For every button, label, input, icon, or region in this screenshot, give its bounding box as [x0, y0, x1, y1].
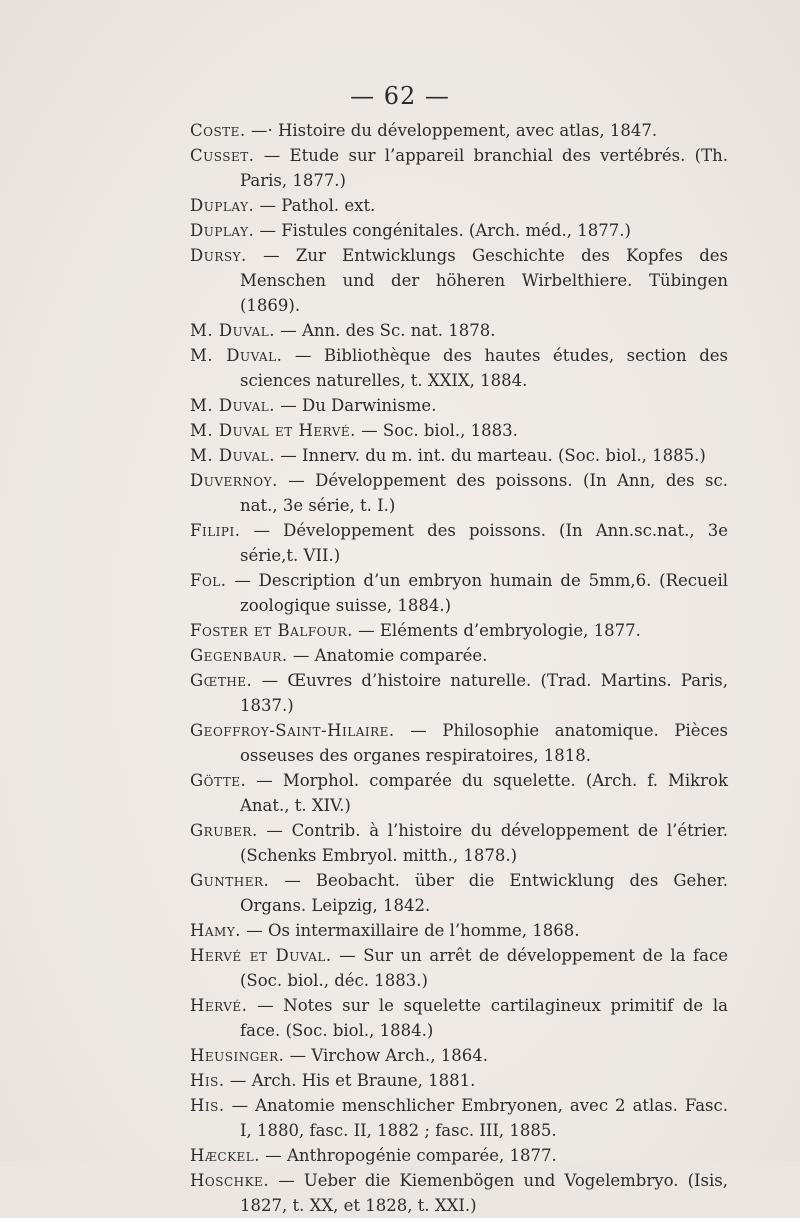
entry-text: —· Histoire du développement, avec atlas, 1847.: [245, 121, 658, 140]
entry-author: Götte.: [190, 771, 247, 790]
bibliography-entry: [190, 1068, 728, 1093]
entry-text: — Sur un arrêt de développement de la face (Soc. biol., déc. 1883.): [240, 946, 728, 990]
page-number: — 62 —: [350, 82, 450, 110]
bibliography-entry: [190, 318, 728, 343]
entry-author: Coste.: [190, 121, 246, 140]
bibliography-entry: [190, 993, 728, 1043]
entry-text: — Développement des poissons. (In Ann.sc.nat., 3e série,t. VII.): [240, 521, 728, 565]
entry-author: Hervé.: [190, 996, 248, 1015]
bibliography-entry: [190, 1043, 728, 1068]
entry-author: M. Duval.: [190, 396, 275, 415]
entry-author: M. Duval.: [190, 446, 275, 465]
entry-text: — Virchow Arch., 1864.: [284, 1046, 488, 1065]
entry-author: Foster et Balfour.: [190, 621, 353, 640]
entry-text: — Notes sur le squelette cartilagineux primitif de la face. (Soc. biol., 1884.): [240, 996, 728, 1040]
entry-text: — Beobacht. über die Entwicklung des Geher. Organs. Leipzig, 1842.: [240, 871, 728, 915]
entry-author: M. Duval et Hervé.: [190, 421, 356, 440]
bibliography-entry: [190, 393, 728, 418]
entry-author: Gruber.: [190, 821, 258, 840]
bibliography-entry: [190, 668, 728, 718]
bibliography-entry: [190, 518, 728, 568]
bibliography-entry: [190, 643, 728, 668]
bibliography-entry: [190, 118, 728, 143]
entry-text: — Œuvres d’histoire naturelle. (Trad. Martins. Paris, 1837.): [240, 671, 728, 715]
bibliography-entry: [190, 218, 728, 243]
entry-author: His.: [190, 1071, 225, 1090]
bibliography-entry: [190, 768, 728, 818]
bibliography-entry: [190, 618, 728, 643]
entry-text: — Etude sur l’appareil branchial des vertébrés. (Th. Paris, 1877.): [240, 146, 728, 190]
entry-author: Filipi.: [190, 521, 241, 540]
entry-text: — Développement des poissons. (In Ann, des sc. nat., 3e série, t. I.): [240, 471, 728, 515]
entry-author: Gegenbaur.: [190, 646, 288, 665]
entry-text: — Ann. des Sc. nat. 1878.: [274, 321, 496, 340]
bibliography-entry: [190, 343, 728, 393]
bibliography-entry: [190, 468, 728, 518]
bibliography-entry: [190, 1168, 728, 1218]
bibliography-entry: [190, 243, 728, 318]
entry-text: — Arch. His et Braune, 1881.: [224, 1071, 476, 1090]
bibliography-entry: [190, 143, 728, 193]
entry-author: Duplay.: [190, 221, 255, 240]
bibliography-entry: [190, 193, 728, 218]
entry-text: — Os intermaxillaire de l’homme, 1868.: [241, 921, 580, 940]
entry-text: — Du Darwinisme.: [274, 396, 437, 415]
entry-text: — Morphol. comparée du squelette. (Arch. f. Mikrok Anat., t. XIV.): [240, 771, 728, 815]
entry-author: Gunther.: [190, 871, 270, 890]
entry-author: M. Duval.: [190, 321, 275, 340]
bibliography-entry: [190, 943, 728, 993]
entry-text: — Anthropogénie comparée, 1877.: [260, 1146, 557, 1165]
entry-text: — Bibliothèque des hautes études, section des sciences naturelles, t. XXIX, 1884.: [240, 346, 729, 390]
entry-author: Duvernoy.: [190, 471, 278, 490]
entry-text: — Eléments d’embryologie, 1877.: [352, 621, 641, 640]
entry-text: — Pathol. ext.: [254, 196, 376, 215]
entry-author: Hervé et Duval.: [190, 946, 332, 965]
bibliography-entry: [190, 718, 728, 768]
entry-text: — Anatomie menschlicher Embryonen, avec 2 atlas. Fasc. I, 1880, fasc. II, 1882 ; fasc. III, 1885.: [224, 1096, 728, 1140]
entry-text: — Anatomie comparée.: [287, 646, 488, 665]
entry-text: — Contrib. à l’histoire du développement de l’étrier. (Schenks Embryol. mitth., 1878.): [240, 821, 728, 865]
entry-text: — Description d’un embryon humain de 5mm,6. (Recueil zoologique suisse, 1884.): [226, 571, 728, 615]
entry-text: — Innerv. du m. int. du marteau. (Soc. biol., 1885.): [274, 446, 706, 465]
bibliography-entry: [190, 568, 728, 618]
entry-author: Gœthe.: [190, 671, 253, 690]
entry-author: His.: [190, 1096, 225, 1115]
entry-author: Hoschke.: [190, 1171, 270, 1190]
bibliography-entry: [190, 1143, 728, 1168]
bibliography-entry: [190, 868, 728, 918]
entry-author: Dursy.: [190, 246, 247, 265]
entry-author: M. Duval.: [190, 346, 283, 365]
entry-author: Fol.: [190, 571, 227, 590]
bibliography-entry: [190, 918, 728, 943]
bibliography-list: [190, 118, 728, 1218]
entry-text: — Ueber die Kiemenbögen und Vogelembryo. (Isis, 1827, t. XX, et 1828, t. XXI.): [240, 1171, 728, 1215]
entry-text: — Zur Entwicklungs Geschichte des Kopfes des Menschen und der höheren Wirbelthiere. Tübingen (1869).: [240, 246, 728, 315]
entry-text: — Philosophie anatomique. Pièces osseuses des organes respiratoires, 1818.: [240, 721, 728, 765]
bibliography-entry: [190, 418, 728, 443]
bibliography-entry: [190, 818, 728, 868]
entry-author: Cusset.: [190, 146, 255, 165]
entry-text: — Soc. biol., 1883.: [355, 421, 518, 440]
entry-author: Geoffroy-Saint-Hilaire.: [190, 721, 395, 740]
entry-author: Hamy.: [190, 921, 242, 940]
entry-author: Hæckel.: [190, 1146, 261, 1165]
entry-author: Heusinger.: [190, 1046, 285, 1065]
entry-text: — Fistules congénitales. (Arch. méd., 1877.): [254, 221, 631, 240]
entry-author: Duplay.: [190, 196, 255, 215]
bibliography-entry: [190, 443, 728, 468]
bibliography-entry: [190, 1093, 728, 1143]
